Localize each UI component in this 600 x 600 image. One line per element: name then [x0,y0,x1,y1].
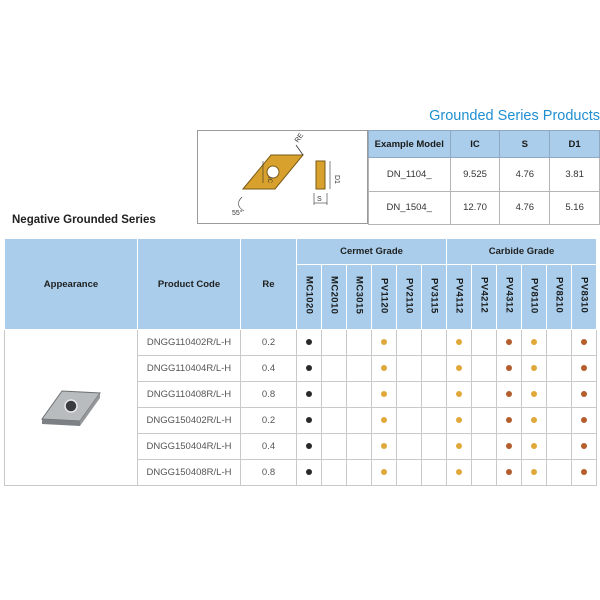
brown-dot-icon [506,339,512,345]
spec-cell: 12.70 [450,191,500,225]
grade-cell [497,382,522,408]
grade-header-mc3015 [347,265,372,330]
brown-dot-icon [581,391,587,397]
grade-label: PV8310 [578,277,590,314]
grade-cell [522,408,547,434]
grade-header-pv8110 [522,265,547,330]
grade-cell [497,434,522,460]
grade-cell [472,356,497,382]
grade-cell [547,408,572,434]
insert-side-view [316,161,325,189]
spec-cell: DN_1504_ [369,191,451,225]
brown-dot-icon [506,391,512,397]
grade-cell [447,330,472,356]
gold-dot-icon [381,391,387,397]
grade-cell [372,382,397,408]
gold-dot-icon [381,417,387,423]
grade-cell [472,460,497,486]
grade-cell [297,460,322,486]
grade-cell [572,356,597,382]
grade-header-pv3115 [422,265,447,330]
grade-cell [322,330,347,356]
grade-cell [522,356,547,382]
gold-dot-icon [531,365,537,371]
grade-cell [447,434,472,460]
grade-cell [397,382,422,408]
grade-cell [522,460,547,486]
grade-cell [422,408,447,434]
grade-cell [572,408,597,434]
grade-cell [322,460,347,486]
brown-dot-icon [581,469,587,475]
header-re: Re [241,239,297,330]
product-code-cell: DNGG150402R/L-H [138,408,241,434]
grade-cell [372,460,397,486]
spec-header-s: S [500,131,550,158]
grade-cell [497,460,522,486]
grade-cell [397,356,422,382]
grade-cell [522,434,547,460]
grade-header-mc1020 [297,265,322,330]
brown-dot-icon [506,365,512,371]
black-dot-icon [306,443,312,449]
table-row [5,330,597,356]
brown-dot-icon [506,417,512,423]
spec-cell: 3.81 [550,158,600,192]
spec-cell: 4.76 [500,191,550,225]
grade-cell [447,382,472,408]
grade-label: PV8110 [528,277,540,314]
gold-dot-icon [531,469,537,475]
grade-cell [422,460,447,486]
spec-block [197,130,600,225]
black-dot-icon [306,417,312,423]
gold-dot-icon [381,443,387,449]
grade-header-pv2110 [397,265,422,330]
grade-cell [347,408,372,434]
product-code-cell: DNGG150404R/L-H [138,434,241,460]
re-cell: 0.8 [241,382,297,408]
grade-label: PV1120 [378,277,390,314]
grade-header-pv4312 [497,265,522,330]
grade-cell [472,434,497,460]
grade-cell [422,356,447,382]
spec-header-d1: D1 [550,131,600,158]
grade-cell [372,434,397,460]
brown-dot-icon [581,417,587,423]
grade-cell [372,330,397,356]
grade-cell [397,330,422,356]
spec-row [369,158,600,192]
gold-dot-icon [531,443,537,449]
grade-cell [347,434,372,460]
grade-cell [472,330,497,356]
grade-cell [347,460,372,486]
grade-cell [547,330,572,356]
grade-cell [297,356,322,382]
gold-dot-icon [456,339,462,345]
grade-cell [422,382,447,408]
grade-cell [497,356,522,382]
brown-dot-icon [581,365,587,371]
grade-cell [497,408,522,434]
product-code-cell: DNGG110404R/L-H [138,356,241,382]
spec-cell: DN_1104_ [369,158,451,192]
product-code-cell: DNGG150408R/L-H [138,460,241,486]
grade-cell [547,460,572,486]
section-title: Negative Grounded Series [12,214,156,226]
grade-label: PV8210 [553,277,565,314]
grade-header-pv8210 [547,265,572,330]
grade-cell [572,382,597,408]
brown-dot-icon [506,469,512,475]
insert-diagram [197,130,368,224]
grade-cell [347,330,372,356]
gold-dot-icon [381,339,387,345]
grade-cell [372,356,397,382]
grade-header-mc2010 [322,265,347,330]
grade-label: MC2010 [328,276,340,315]
grade-cell [347,382,372,408]
gold-dot-icon [531,391,537,397]
grade-label: MC3015 [353,276,365,315]
angle-label: 55° [232,210,243,217]
product-code-cell: DNGG110408R/L-H [138,382,241,408]
gold-dot-icon [456,417,462,423]
re-cell: 0.2 [241,330,297,356]
spec-table [368,130,600,225]
re-cell: 0.2 [241,408,297,434]
grade-cell [547,382,572,408]
grade-cell [547,356,572,382]
s-label: S [317,196,322,203]
grade-cell [522,330,547,356]
re-cell: 0.8 [241,460,297,486]
gold-dot-icon [456,469,462,475]
grade-cell [297,408,322,434]
grade-cell [447,460,472,486]
grade-cell [522,382,547,408]
spec-cell: 5.16 [550,191,600,225]
gold-dot-icon [381,365,387,371]
grade-cell [472,408,497,434]
spec-cell: 9.525 [450,158,500,192]
insert-image [36,381,106,431]
grade-cell [322,434,347,460]
ic-label: IC [266,177,272,183]
grade-cell [397,434,422,460]
product-code-cell: DNGG110402R/L-H [138,330,241,356]
re-label: RE [293,132,306,145]
grade-cell [297,382,322,408]
brown-dot-icon [506,443,512,449]
black-dot-icon [306,365,312,371]
insert-dimension-drawing [198,131,367,223]
grade-cell [297,434,322,460]
grade-label: PV4112 [453,277,465,314]
product-table-wrap [4,238,597,486]
spec-cell: 4.76 [500,158,550,192]
grade-label: PV4212 [478,277,490,314]
grade-cell [572,330,597,356]
grade-cell [322,356,347,382]
grade-header-pv8310 [572,265,597,330]
d1-label: D1 [333,175,340,184]
grade-label: PV3115 [428,277,440,314]
product-table [4,238,597,486]
grade-cell [422,434,447,460]
appearance-cell [5,330,138,486]
spec-header-model: Example Model [369,131,451,158]
black-dot-icon [306,339,312,345]
gold-dot-icon [531,417,537,423]
grade-cell [447,408,472,434]
grade-label: PV4312 [503,277,515,314]
grade-cell [547,434,572,460]
gold-dot-icon [456,365,462,371]
grade-cell [447,356,472,382]
grade-cell [297,330,322,356]
black-dot-icon [306,469,312,475]
gold-dot-icon [381,469,387,475]
re-cell: 0.4 [241,434,297,460]
grade-cell [422,330,447,356]
grade-header-pv4112 [447,265,472,330]
brown-dot-icon [581,443,587,449]
black-dot-icon [306,391,312,397]
header-carbide-grade: Carbide Grade [447,239,597,265]
spec-header-ic: IC [450,131,500,158]
gold-dot-icon [456,443,462,449]
grade-cell [472,382,497,408]
grade-cell [497,330,522,356]
gold-dot-icon [531,339,537,345]
header-appearance: Appearance [5,239,138,330]
grade-cell [322,382,347,408]
grade-cell [322,408,347,434]
grade-cell [397,460,422,486]
grade-cell [572,460,597,486]
spec-row [369,191,600,225]
grade-cell [572,434,597,460]
header-product-code: Product Code [138,239,241,330]
grade-cell [372,408,397,434]
gold-dot-icon [456,391,462,397]
brown-dot-icon [581,339,587,345]
grade-label: MC1020 [303,276,315,315]
header-cermet-grade: Cermet Grade [297,239,447,265]
grade-cell [397,408,422,434]
re-cell: 0.4 [241,356,297,382]
grade-label: PV2110 [403,277,415,314]
grade-cell [347,356,372,382]
grade-header-pv4212 [472,265,497,330]
series-title: Grounded Series Products [429,108,600,124]
grade-header-pv1120 [372,265,397,330]
